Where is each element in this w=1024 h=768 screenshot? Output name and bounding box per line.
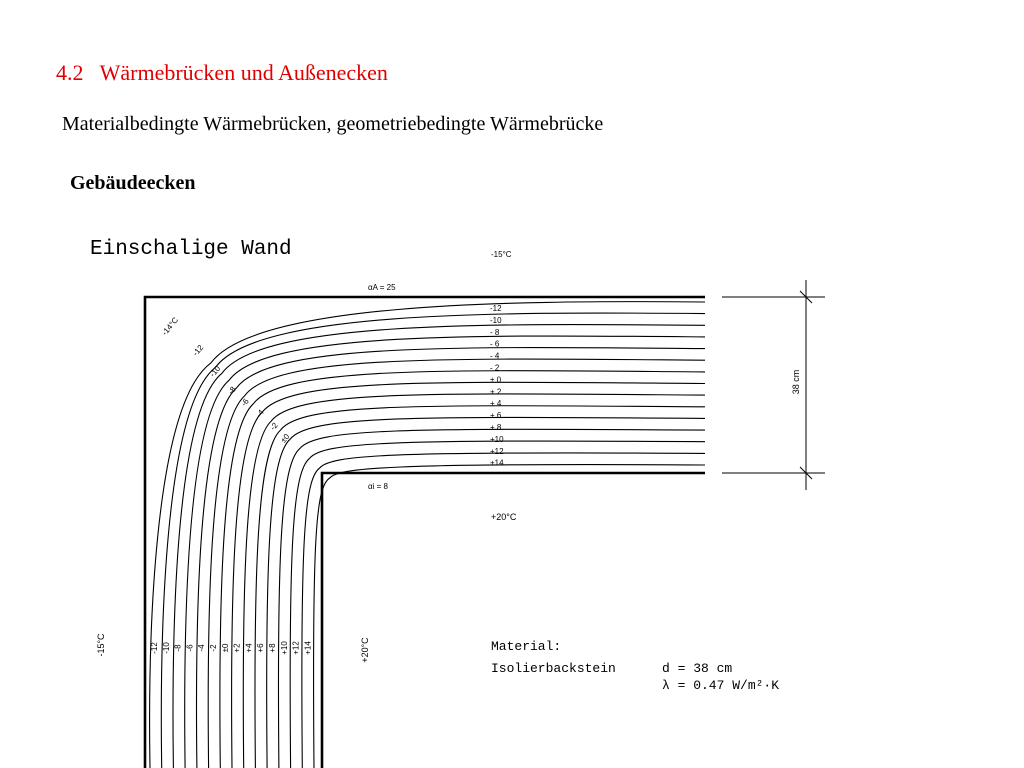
- isotherm-label-right: +12: [490, 446, 504, 456]
- inside-temp-mid: +20°C: [491, 512, 517, 522]
- isotherm-label-bottom: -12: [150, 642, 159, 654]
- isotherm-line: [302, 453, 705, 768]
- outside-temp-left: -15°C: [96, 633, 106, 657]
- thickness-dimension: [722, 280, 825, 490]
- isotherm-label-bottom: ±0: [220, 643, 230, 653]
- isotherm-label-bottom: +2: [232, 643, 242, 653]
- isotherm-line: [208, 359, 705, 768]
- isotherm-labels-right: [490, 304, 504, 468]
- isotherm-line: [290, 441, 705, 768]
- isotherm-labels-bottom: [150, 641, 312, 655]
- isotherm-label-right: - 6: [490, 339, 500, 349]
- isotherm-label-corner: -10: [207, 364, 223, 379]
- isotherm-label-bottom: +14: [303, 641, 313, 655]
- section-number: 4.2: [56, 60, 84, 85]
- isotherm-label-bottom: +6: [256, 643, 266, 653]
- material-name: Isolierbackstein: [491, 661, 616, 676]
- outside-temp-top: -15°C: [491, 250, 512, 259]
- isotherm-label-corner: -14°C: [160, 315, 181, 338]
- outer-wall-edge: [145, 297, 705, 768]
- isotherm-line: [243, 394, 705, 768]
- thickness-label: 38 cm: [791, 369, 801, 395]
- isotherm-label-corner: -12: [190, 343, 206, 358]
- isotherm-line: [185, 336, 705, 768]
- isotherm-label-bottom: -10: [161, 642, 171, 654]
- material-lambda: λ = 0.47 W/m²·K: [662, 678, 780, 693]
- isotherm-lines: [150, 302, 705, 768]
- isotherm-line: [278, 429, 705, 768]
- isotherm-line: [267, 417, 705, 768]
- material-heading: Material:: [491, 639, 562, 654]
- isotherm-label-right: +14: [490, 458, 504, 468]
- isotherm-label-bottom: -6: [185, 644, 195, 652]
- isotherm-labels-corner: [160, 315, 292, 444]
- isotherm-label-corner: -8: [226, 384, 238, 397]
- isotherm-label-right: - 4: [490, 351, 500, 361]
- isotherm-label-right: -12: [490, 304, 502, 313]
- section-heading: Gebäudeecken: [70, 172, 196, 194]
- isotherm-label-right: +10: [490, 434, 504, 444]
- isotherm-label-corner: -6: [239, 396, 251, 409]
- isotherm-label-right: + 8: [490, 423, 502, 432]
- isotherm-line: [314, 465, 705, 768]
- alpha-outside-label: αA = 25: [368, 283, 396, 292]
- isotherm-label-bottom: +12: [291, 641, 301, 655]
- inside-temp-left: +20°C: [360, 637, 370, 663]
- slide-subtitle: Materialbedingte Wärmebrücken, geometriebedingte Wärmebrücke: [62, 113, 604, 135]
- isotherm-label-right: ± 0: [490, 375, 502, 385]
- isotherm-label-bottom: +10: [279, 641, 289, 655]
- isotherm-label-right: - 2: [490, 363, 500, 373]
- isotherm-label-bottom: -8: [173, 644, 183, 652]
- isotherm-label-bottom: -2: [209, 644, 218, 652]
- isotherm-label-corner: ±0: [278, 432, 292, 445]
- material-thickness: d = 38 cm: [662, 661, 733, 676]
- isotherm-label-right: + 4: [490, 399, 502, 409]
- isotherm-label-right: + 6: [490, 411, 502, 421]
- isotherm-label-bottom: -4: [197, 644, 207, 652]
- isotherm-label-right: -10: [490, 315, 502, 325]
- isotherm-label-bottom: +4: [244, 643, 254, 653]
- drawing-title: Einschalige Wand: [90, 238, 292, 261]
- isotherm-line: [196, 348, 705, 768]
- alpha-inside-label: αi = 8: [368, 482, 388, 491]
- isotherm-label-corner: -2: [268, 420, 280, 433]
- section-title: Wärmebrücken und Außenecken: [99, 60, 388, 85]
- isotherm-label-bottom: +8: [268, 643, 277, 653]
- isotherm-line: [173, 325, 705, 768]
- isotherm-label-corner: -4: [254, 407, 266, 420]
- isotherm-label-right: + 2: [490, 387, 502, 397]
- material-legend: [491, 639, 779, 693]
- isotherm-label-right: - 8: [490, 327, 500, 337]
